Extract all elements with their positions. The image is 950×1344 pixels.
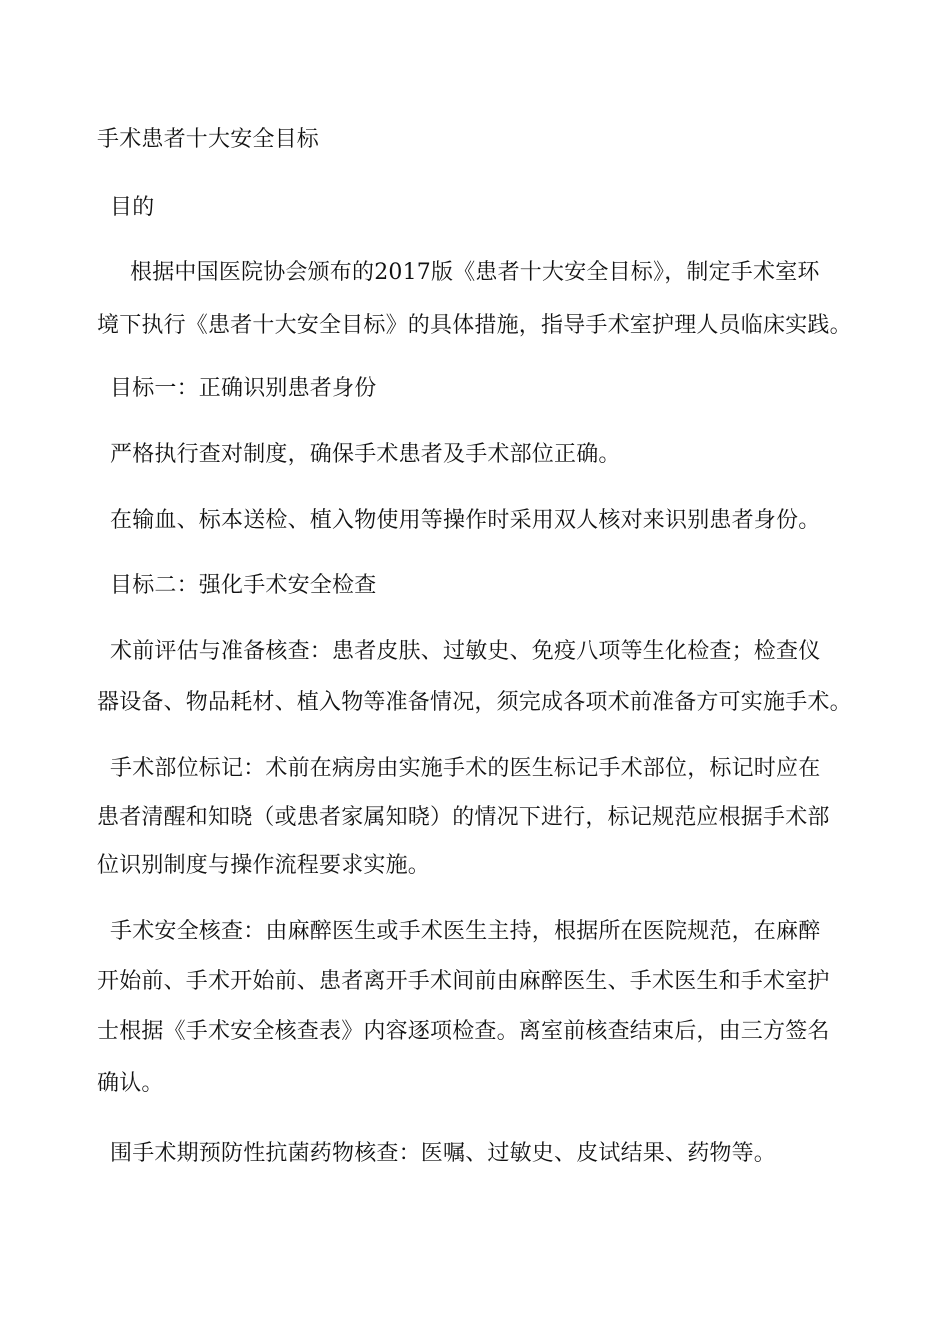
goal2-p4-line-1: 围手术期预防性抗菌药物核查：医嘱、过敏史、皮试结果、药物等。 <box>110 1141 777 1166</box>
purpose-text-line-1: 根据中国医院协会颁布的2017版《患者十大安全目标》，制定手术室环 <box>130 260 820 285</box>
goal2-p2-line-3: 位识别制度与操作流程要求实施。 <box>97 853 431 878</box>
goal2-p3-line-2: 开始前、手术开始前、患者离开手术间前由麻醉医生、手术医生和手术室护 <box>97 969 830 994</box>
goal2-p3-line-1: 手术安全核查：由麻醉医生或手术医生主持，根据所在医院规范，在麻醉 <box>110 919 821 944</box>
goal1-item-1: 严格执行查对制度，确保手术患者及手术部位正确。 <box>110 442 621 467</box>
goal2-p3-line-3: 士根据《手术安全核查表》内容逐项检查。离室前核查结束后，由三方签名 <box>97 1019 830 1044</box>
purpose-heading: 目的 <box>110 195 155 220</box>
goal2-p2-line-2: 患者清醒和知晓（或患者家属知晓）的情况下进行，标记规范应根据手术部 <box>97 805 830 830</box>
goal1-heading: 目标一：正确识别患者身份 <box>110 376 377 401</box>
goal1-item-2: 在输血、标本送检、植入物使用等操作时采用双人核对来识别患者身份。 <box>110 508 821 533</box>
goal2-heading: 目标二：强化手术安全检查 <box>110 573 377 598</box>
purpose-text-line-2: 境下执行《患者十大安全目标》的具体措施，指导手术室护理人员临床实践。 <box>97 313 852 338</box>
document-title: 手术患者十大安全目标 <box>97 127 320 152</box>
goal2-p2-line-1: 手术部位标记：术前在病房由实施手术的医生标记手术部位，标记时应在 <box>110 756 821 781</box>
goal2-p1-line-1: 术前评估与准备核查：患者皮肤、过敏史、免疫八项等生化检查；检查仪 <box>110 639 821 664</box>
goal2-p3-line-4: 确认。 <box>97 1071 164 1096</box>
goal2-p1-line-2: 器设备、物品耗材、植入物等准备情况，须完成各项术前准备方可实施手术。 <box>97 690 852 715</box>
